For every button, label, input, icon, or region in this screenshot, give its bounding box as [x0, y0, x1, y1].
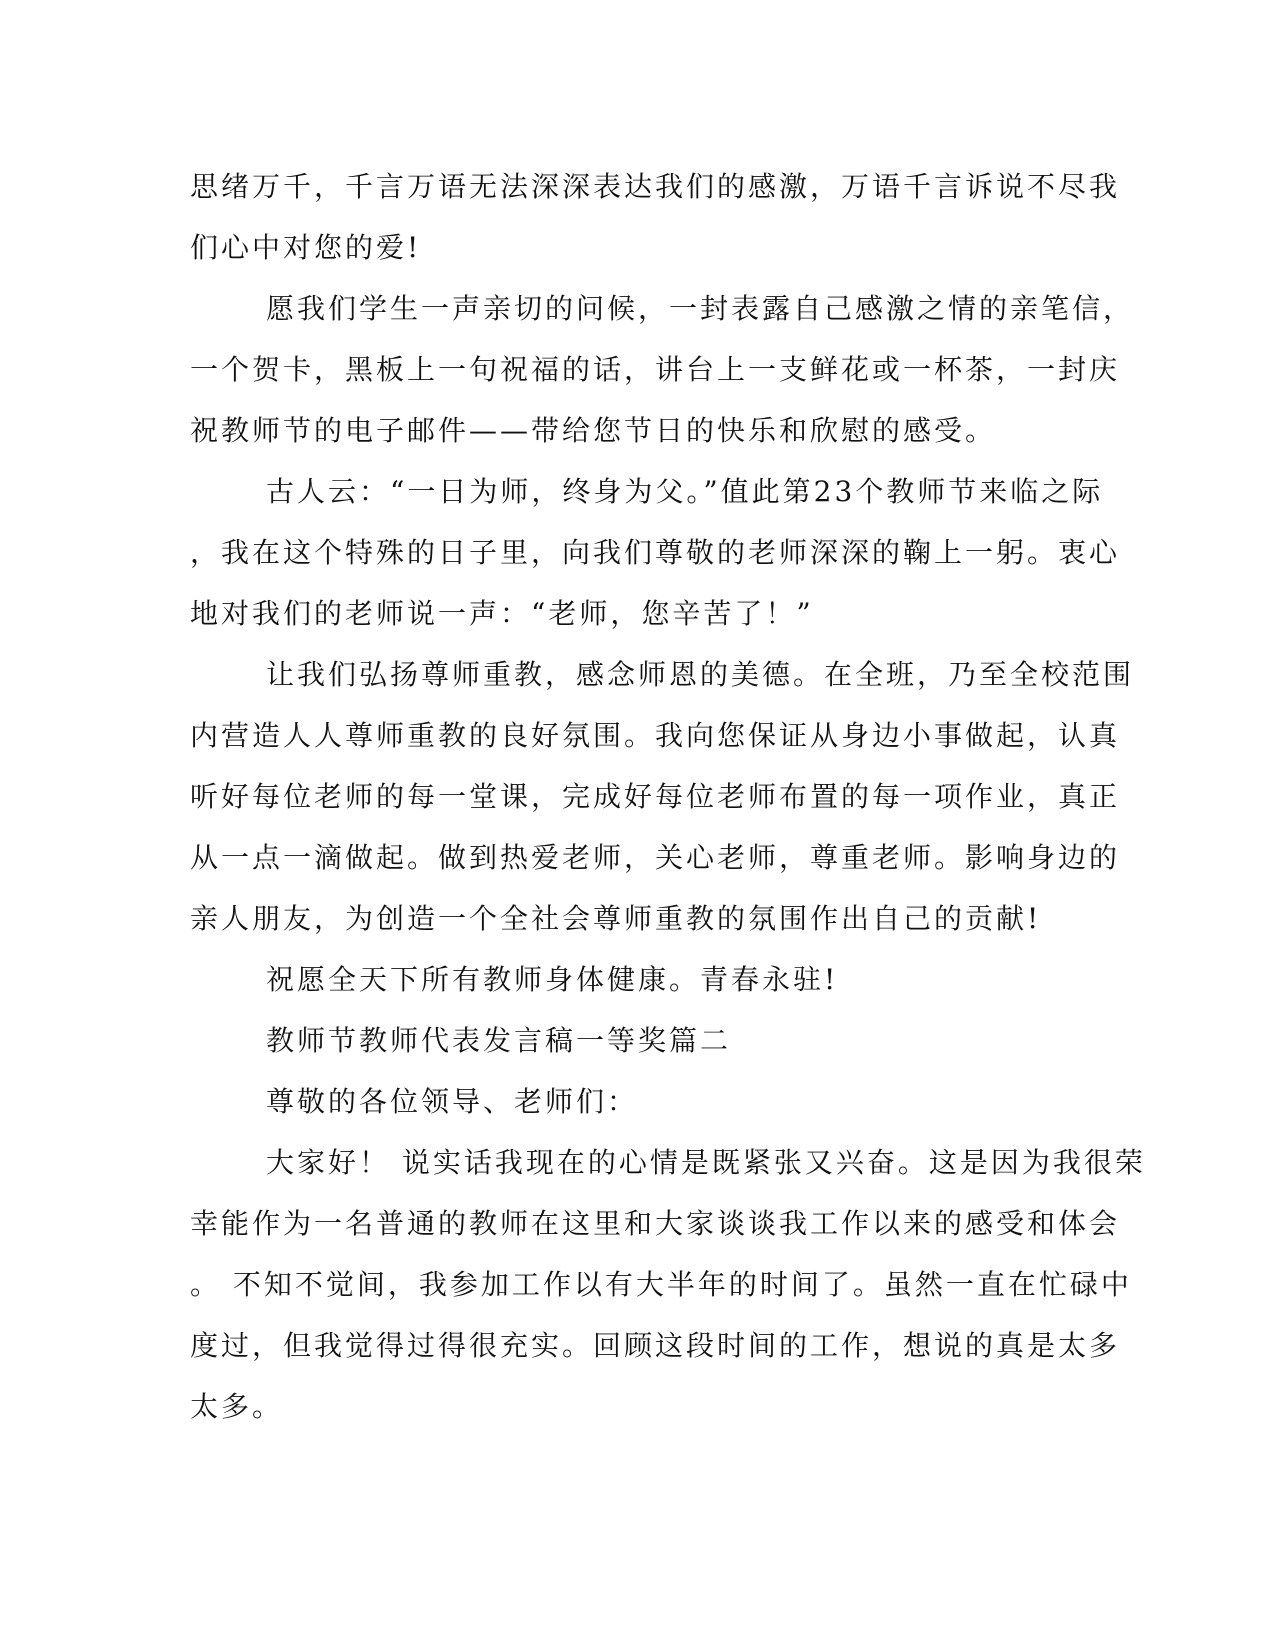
text-line: 从一点一滴做起。做到热爱老师，关心老师，尊重老师。影响身边的 [190, 841, 1121, 874]
text-line: 愿我们学生一声亲切的问候，一封表露自己感激之情的亲笔信， [266, 292, 1135, 325]
text-line: 度过，但我觉得过得很充实。回顾这段时间的工作，想说的真是太多 [190, 1329, 1121, 1362]
text-line: 古人云：“一日为师，终身为父。”值此第23个教师节来临之际 [266, 475, 1104, 508]
section-heading [190, 1010, 1090, 1071]
text-line: 让我们弘扬尊师重教，感念师恩的美德。在全班，乃至全校范围 [266, 658, 1135, 691]
text-line: ，我在这个特殊的日子里，向我们尊敬的老师深深的鞠上一躬。衷心 [190, 536, 1121, 569]
text-line: 地对我们的老师说一声：“老师，您辛苦了！” [190, 597, 814, 630]
document-body [190, 156, 1146, 1437]
text-line: 听好每位老师的每一堂课，完成好每位老师布置的每一项作业，真正 [190, 780, 1121, 813]
paragraph [190, 156, 1121, 278]
text-line: 。 不知不觉间，我参加工作以有大半年的时间了。虽然一直在忙碌中 [190, 1268, 1132, 1301]
text-line: 幸能作为一名普通的教师在这里和大家谈谈我工作以来的感受和体会 [190, 1207, 1121, 1240]
text-line: 祝愿全天下所有教师身体健康。青春永驻! [266, 963, 839, 996]
salutation [190, 1071, 1090, 1132]
text-line: 内营造人人尊师重教的良好氛围。我向您保证从身边小事做起，认真 [190, 719, 1121, 752]
text-line: 们心中对您的爱! [190, 231, 422, 264]
paragraph [190, 1132, 1146, 1437]
paragraph [190, 949, 1090, 1010]
text-line: 尊敬的各位领导、老师们： [266, 1085, 639, 1118]
paragraph [190, 278, 1135, 461]
text-line: 思绪万千，千言万语无法深深表达我们的感激，万语千言诉说不尽我 [190, 170, 1121, 203]
text-line: 大家好！ 说实话我现在的心情是既紧张又兴奋。这是因为我很荣 [266, 1146, 1146, 1179]
text-line: 一个贺卡，黑板上一句祝福的话，讲台上一支鲜花或一杯茶，一封庆 [190, 353, 1121, 386]
text-line: 祝教师节的电子邮件——带给您节日的快乐和欣慰的感受。 [190, 414, 997, 447]
text-line: 亲人朋友，为创造一个全社会尊师重教的氛围作出自己的贡献! [190, 902, 1042, 935]
paragraph [190, 461, 1121, 644]
text-line: 太多。 [190, 1390, 284, 1423]
text-line: 教师节教师代表发言稿一等奖篇二 [266, 1024, 732, 1057]
paragraph [190, 644, 1135, 949]
